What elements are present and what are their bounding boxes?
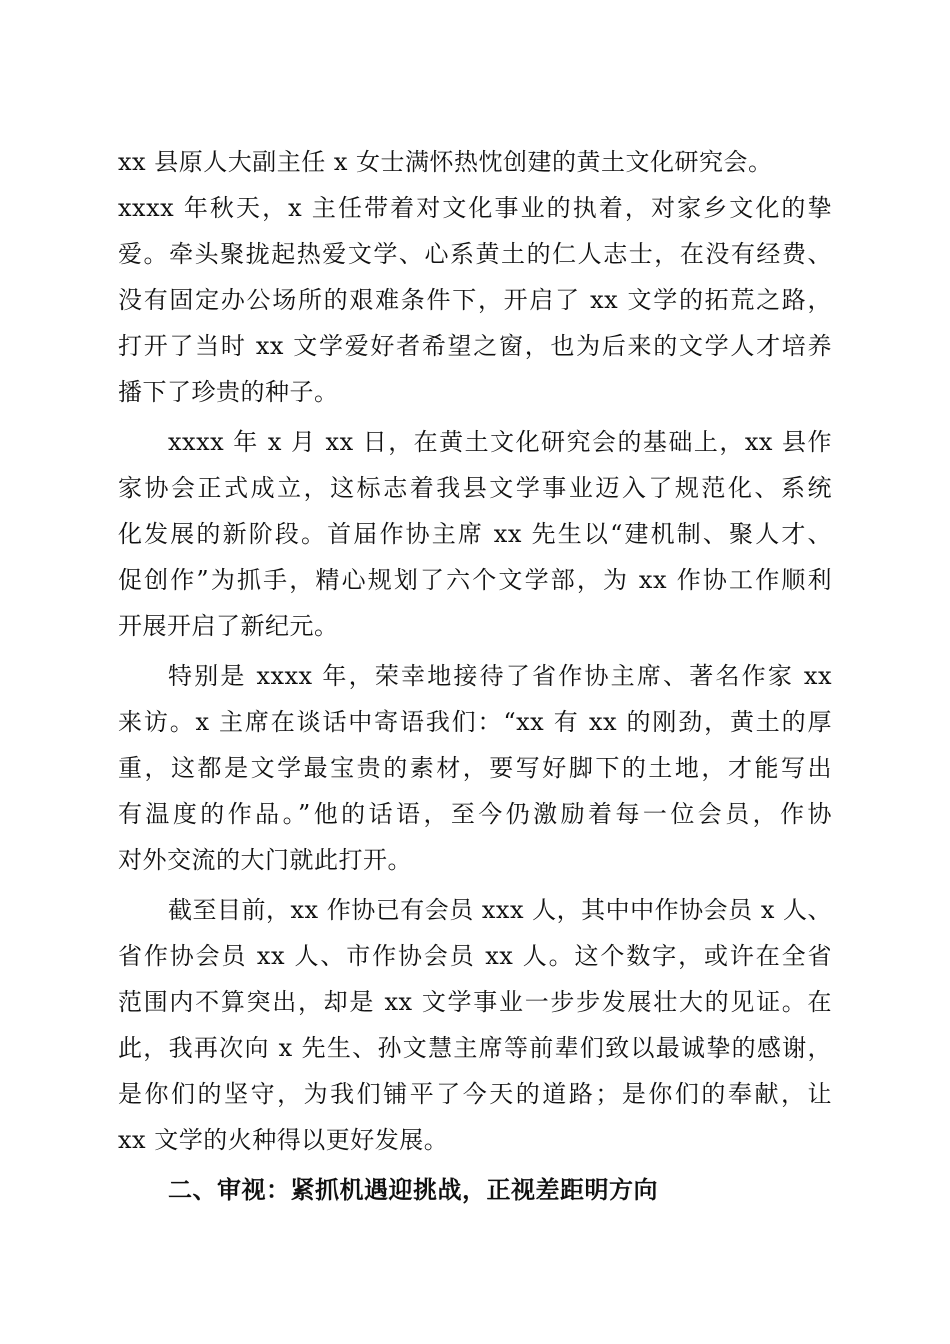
text-line: 是你们的坚守，为我们铺平了今天的道路；是你们的奉献，让 xyxy=(118,1080,832,1108)
paragraph-4 xyxy=(118,887,832,1163)
text-line: 没有固定办公场所的艰难条件下，开启了 xx 文学的拓荒之路， xyxy=(118,286,832,314)
text-line: 特别是 xxxx 年，荣幸地接待了省作协主席、著名作家 xx xyxy=(168,662,832,690)
text-line: xx 县原人大副主任 x 女士满怀热忱创建的黄土文化研究会。 xyxy=(118,148,773,176)
text-line: 开展开启了新纪元。 xyxy=(118,612,339,640)
text-line: 爱。牵头聚拢起热爱文学、心系黄土的仁人志士，在没有经费、 xyxy=(118,240,832,268)
text-line: 促创作”为抓手，精心规划了六个文学部，为 xx 作协工作顺利 xyxy=(118,566,832,594)
text-line: xx 文学的火种得以更好发展。 xyxy=(118,1126,449,1154)
text-line: 此，我再次向 x 先生、孙文慧主席等前辈们致以最诚挚的感谢， xyxy=(118,1034,832,1062)
paragraph-3 xyxy=(118,653,832,883)
text-line: xxxx 年 x 月 xx 日，在黄土文化研究会的基础上，xx 县作 xyxy=(168,428,832,456)
paragraph-2 xyxy=(118,419,832,649)
text-line: 截至目前，xx 作协已有会员 xxx 人，其中中作协会员 x 人、 xyxy=(168,896,832,924)
text-line: 化发展的新阶段。首届作协主席 xx 先生以“建机制、聚人才、 xyxy=(118,520,832,548)
section-heading: 二、审视：紧抓机遇迎挑战，正视差距明方向 xyxy=(168,1176,658,1204)
text-line: xxxx 年秋天，x 主任带着对文化事业的执着，对家乡文化的挚 xyxy=(118,194,832,222)
text-line: 范围内不算突出，却是 xx 文学事业一步步发展壮大的见证。在 xyxy=(118,988,832,1016)
document-body xyxy=(118,139,832,1213)
text-line: 打开了当时 xx 文学爱好者希望之窗，也为后来的文学人才培养 xyxy=(118,332,832,360)
text-line: 家协会正式成立，这标志着我县文学事业迈入了规范化、系统 xyxy=(118,474,832,502)
text-line: 有温度的作品。”他的话语，至今仍激励着每一位会员，作协 xyxy=(118,800,832,828)
text-line: 播下了珍贵的种子。 xyxy=(118,378,339,406)
paragraph-1 xyxy=(118,139,832,415)
text-line: 对外交流的大门就此打开。 xyxy=(118,846,412,874)
text-line: 来访。x 主席在谈话中寄语我们：“xx 有 xx 的刚劲，黄土的厚 xyxy=(118,708,832,736)
text-line: 省作协会员 xx 人、市作协会员 xx 人。这个数字，或许在全省 xyxy=(118,942,832,970)
text-line: 重，这都是文学最宝贵的素材，要写好脚下的土地，才能写出 xyxy=(118,754,832,782)
